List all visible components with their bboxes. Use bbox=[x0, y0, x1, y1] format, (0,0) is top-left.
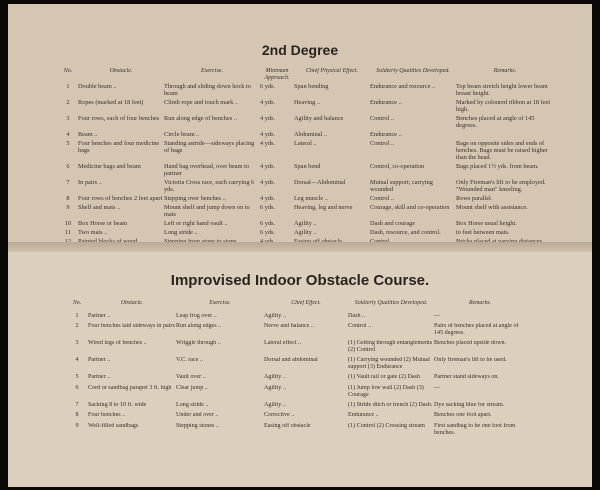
table-cell: Four benches .. bbox=[88, 412, 126, 419]
table-cell: Hand bag overhead, over beam to partner bbox=[164, 163, 249, 177]
table-cell: Victoria Cross race, each carrying 6 yds. bbox=[164, 179, 255, 193]
column-header: Soldierly Qualities Developed. bbox=[354, 300, 428, 306]
table-cell: Mount shelf and jump down on to mats bbox=[164, 204, 250, 218]
table-cell: Run along edges .. bbox=[176, 322, 222, 329]
table-row bbox=[58, 179, 554, 195]
table-cell: Control, co-operation bbox=[370, 163, 425, 170]
table-cell: Double beam .. bbox=[78, 83, 117, 90]
table-cell: Run along edge of benches .. bbox=[164, 115, 237, 122]
table-cell: 3 bbox=[66, 115, 70, 122]
table-cell: (1) Stride ditch or trench (2) Dash. bbox=[348, 402, 433, 409]
table-cell: Leg muscle .. bbox=[294, 195, 328, 202]
table-cell: Bags on opposite sides and ends of benches. Bags must be raised higher than the head. bbox=[456, 140, 548, 161]
table-row bbox=[66, 423, 526, 440]
table-cell: Heaving .. bbox=[294, 99, 321, 106]
table-cell: Only fireman's lift to be used. bbox=[434, 357, 507, 364]
table-cell: 1 bbox=[66, 83, 70, 90]
column-header: Soldierly Qualities Developed. bbox=[376, 68, 450, 74]
table-row bbox=[58, 83, 554, 99]
table-cell: 4 yds. bbox=[260, 115, 276, 122]
table-cell: Climb rope and touch mark .. bbox=[164, 99, 238, 106]
table-cell: Vault over .. bbox=[176, 374, 206, 381]
section-title-2nd-degree: 2nd Degree bbox=[261, 42, 339, 58]
table-cell: Medicine bags and beam bbox=[78, 163, 141, 170]
table-cell: 5 bbox=[66, 140, 70, 147]
table-cell: Pairs of benches placed at angle of 145 degrees. bbox=[434, 322, 519, 336]
table-cell: 11 bbox=[64, 229, 72, 236]
table-row bbox=[58, 99, 554, 115]
table-row bbox=[58, 115, 554, 131]
table-cell: — bbox=[434, 312, 441, 319]
bottom-panel bbox=[8, 252, 592, 487]
table-cell bbox=[456, 131, 554, 140]
table-header-row bbox=[58, 68, 554, 83]
table-cell: Control .. bbox=[348, 322, 372, 329]
table-cell: Well-filled sandbags bbox=[88, 422, 139, 429]
table-cell: 1 bbox=[75, 312, 79, 319]
table-cell: 4 bbox=[75, 357, 79, 364]
table-row bbox=[58, 163, 554, 179]
table-row bbox=[58, 131, 554, 140]
table-cell: Control .. bbox=[370, 115, 394, 122]
table-cell: 9 bbox=[66, 204, 70, 211]
table-row bbox=[66, 313, 526, 323]
column-header: Exercise. bbox=[201, 68, 223, 74]
table-cell: 8 bbox=[66, 195, 70, 202]
second-degree-table bbox=[58, 68, 554, 254]
top-panel bbox=[8, 4, 592, 243]
table-cell: 8 bbox=[75, 412, 79, 419]
table-row bbox=[66, 323, 526, 340]
table-cell: Under and over .. bbox=[176, 412, 219, 419]
table-row bbox=[58, 220, 554, 229]
table-cell: Dash .. bbox=[348, 312, 366, 319]
table-cell: (1) Jump low wall (2) Dash (3) Courage bbox=[348, 384, 424, 398]
table-cell: Only Fireman's lift to be employed. "Wounded man" kneeling. bbox=[456, 179, 546, 193]
table-cell: Nerve and balance .. bbox=[264, 322, 314, 329]
table-cell: Partner stand sideways on. bbox=[434, 374, 499, 381]
table-cell: Benches one foot apart. bbox=[434, 412, 492, 419]
table-row bbox=[66, 374, 526, 384]
column-header: Exercise. bbox=[209, 300, 231, 306]
column-header: Remarks. bbox=[493, 68, 517, 74]
table-cell: Mutual support; carrying wounded bbox=[370, 179, 433, 193]
table-cell: 4 yds. bbox=[260, 163, 276, 170]
table-row bbox=[58, 204, 554, 220]
table-cell: Cord or sandbag parapet 3 ft. high bbox=[88, 384, 172, 391]
column-header: Minimum Approach. bbox=[264, 68, 290, 81]
table-cell: Wriggle through .. bbox=[176, 340, 221, 347]
column-header: Obstacle. bbox=[109, 68, 133, 74]
table-cell: Beam .. bbox=[78, 131, 98, 138]
table-cell: Agility .. bbox=[264, 374, 286, 381]
table-cell: 6 bbox=[66, 163, 70, 170]
table-cell: Dorsal—Abdominal bbox=[294, 179, 346, 186]
table-row bbox=[66, 357, 526, 374]
table-cell: Leap frog over .. bbox=[176, 312, 217, 319]
table-cell: Abdominal .. bbox=[294, 131, 328, 138]
table-cell: (1) Control (2) Crossing stream bbox=[348, 422, 425, 429]
table-cell: Span bend bbox=[294, 163, 321, 170]
table-cell: Clear jump .. bbox=[176, 384, 208, 391]
table-cell: Two mats .. bbox=[78, 229, 108, 236]
table-cell: 5 bbox=[75, 374, 79, 381]
table-cell: Shelf and mats .. bbox=[78, 204, 121, 211]
table-cell: Four rows of benches 2 feet apart bbox=[78, 195, 163, 202]
table-cell: Control .. bbox=[370, 195, 394, 202]
table-cell: Stepping stones .. bbox=[176, 422, 219, 429]
page-fold bbox=[8, 242, 592, 252]
table-cell: 4 yds. bbox=[260, 99, 276, 106]
table-cell: 3 bbox=[75, 340, 79, 347]
table-cell: Ropes (marked at 18 feet) bbox=[78, 99, 144, 106]
table-cell: — bbox=[434, 384, 441, 391]
table-cell: Box Horse usual height. bbox=[456, 220, 517, 227]
table-cell: 6 yds. bbox=[260, 83, 276, 90]
table-cell: Agility .. bbox=[264, 402, 286, 409]
table-cell: Dash, resource, and control. bbox=[370, 229, 441, 236]
table-cell: (1) Getting through entanglements (2) Control bbox=[348, 340, 433, 353]
table-cell: Sacking 8 to 10 ft. wide bbox=[88, 402, 147, 409]
table-cell: Stepping over benches .. bbox=[164, 195, 226, 202]
table-cell: 7 bbox=[66, 179, 70, 186]
table-cell: 2 bbox=[75, 322, 79, 329]
table-cell: Agility .. bbox=[264, 384, 286, 391]
table-cell: Dash and courage bbox=[370, 220, 416, 227]
table-cell: 6 bbox=[75, 384, 79, 391]
table-cell: Endurance and resource .. bbox=[370, 83, 436, 90]
column-header: Remarks. bbox=[468, 300, 492, 306]
table-cell: 6 yds. bbox=[260, 204, 276, 211]
table-cell: 6 yds. bbox=[260, 220, 276, 227]
table-cell: Courage, skill and co-operation bbox=[370, 204, 450, 211]
column-header: Chief Physical Effect. bbox=[305, 68, 359, 74]
table-cell: Four rows, each of four benches bbox=[78, 115, 160, 122]
table-row bbox=[58, 195, 554, 204]
table-cell: Partner .. bbox=[88, 312, 111, 319]
table-cell: Through and sliding down hock to beam bbox=[164, 83, 251, 97]
table-row bbox=[66, 402, 526, 412]
table-cell: First sandbag to be one foot from benches. bbox=[434, 422, 516, 436]
table-cell: Benches placed upside down. bbox=[434, 340, 507, 347]
table-cell: Bags placed 1½ yds. from beam. bbox=[456, 163, 539, 170]
table-cell: Agility .. bbox=[294, 229, 317, 236]
table-cell: Standing astride—sideways placing of bags bbox=[164, 140, 255, 154]
table-cell: Left or right hand vault .. bbox=[164, 220, 228, 227]
table-cell: Lateral .. bbox=[294, 140, 317, 147]
table-cell: Endurance .. bbox=[348, 412, 379, 419]
table-row bbox=[66, 340, 526, 357]
table-cell: 4 yds. bbox=[260, 195, 276, 202]
table-cell: 2 bbox=[66, 99, 70, 106]
table-cell: Benches placed at angle of 145 degrees. bbox=[456, 115, 535, 129]
table-cell: Partner .. bbox=[88, 357, 111, 364]
table-cell: 4 yds. bbox=[260, 179, 276, 186]
table-row bbox=[58, 229, 554, 238]
obstacle-course-table bbox=[66, 300, 526, 440]
table-cell: 4 yds. bbox=[260, 131, 276, 138]
table-cell: 4 yds. bbox=[260, 140, 276, 147]
table-cell: Lateral effect .. bbox=[264, 340, 302, 347]
table-cell: Agility and balance bbox=[294, 115, 344, 122]
table-cell: Heaving, leg and nerve bbox=[294, 204, 353, 211]
table-row bbox=[58, 140, 554, 163]
column-header: No. bbox=[63, 68, 73, 74]
table-cell: Rows parallel. bbox=[456, 195, 493, 202]
column-header: No. bbox=[72, 300, 82, 306]
table-cell: Control .. bbox=[370, 140, 394, 147]
table-cell: Endurance .. bbox=[370, 131, 402, 138]
table-cell: 6 yds. bbox=[260, 229, 276, 236]
table-cell: Easing off obstacle bbox=[264, 422, 311, 429]
table-row bbox=[66, 412, 526, 422]
section-title-obstacle-course: Improvised Indoor Obstacle Course. bbox=[170, 272, 430, 289]
table-cell: (1) Carrying wounded (2) Mutual support (3) Endurance bbox=[348, 357, 430, 371]
table-cell: Partner .. bbox=[88, 374, 111, 381]
table-cell: Top beam stretch height lower beam breast height. bbox=[456, 83, 548, 97]
table-cell: Mount shelf with assistance. bbox=[456, 204, 528, 211]
table-cell: Dye sacking blue for stream. bbox=[434, 402, 505, 409]
table-cell: Agility .. bbox=[264, 312, 286, 319]
table-cell: V.C. race .. bbox=[176, 357, 203, 364]
table-cell: In pairs .. bbox=[78, 179, 102, 186]
table-cell: 10 bbox=[64, 220, 72, 227]
table-cell: 4 bbox=[66, 131, 70, 138]
table-cell: Dorsal and abdominal bbox=[264, 357, 318, 364]
document-sheet bbox=[8, 4, 592, 487]
table-cell: Four benches and four medicine bags bbox=[78, 140, 160, 154]
table-cell: Agility .. bbox=[294, 220, 317, 227]
table-cell: Wired legs of benches .. bbox=[88, 340, 147, 347]
table-row bbox=[66, 385, 526, 402]
table-header-row bbox=[66, 300, 526, 313]
column-header: Obstacle. bbox=[120, 300, 144, 306]
table-cell: Box Horse or beam bbox=[78, 220, 128, 227]
table-cell: 7 bbox=[75, 402, 79, 409]
table-cell: Endurance .. bbox=[370, 99, 402, 106]
column-header: Chief Effect. bbox=[291, 300, 321, 306]
table-cell: Long stride .. bbox=[164, 229, 198, 236]
table-cell: Marked by coloured ribbon at 18 feet high. bbox=[456, 99, 551, 113]
table-cell: to feet between mats. bbox=[456, 229, 510, 236]
table-cell: Long stride .. bbox=[176, 402, 209, 409]
table-cell: Corrective .. bbox=[264, 412, 295, 419]
table-cell: Four benches laid sideways in pairs bbox=[88, 322, 175, 329]
table-cell: 9 bbox=[75, 422, 79, 429]
table-cell: (1) Vault rail or gate (2) Dash bbox=[348, 374, 420, 381]
table-cell: Span bending bbox=[294, 83, 329, 90]
table-cell: Circle beam .. bbox=[164, 131, 200, 138]
